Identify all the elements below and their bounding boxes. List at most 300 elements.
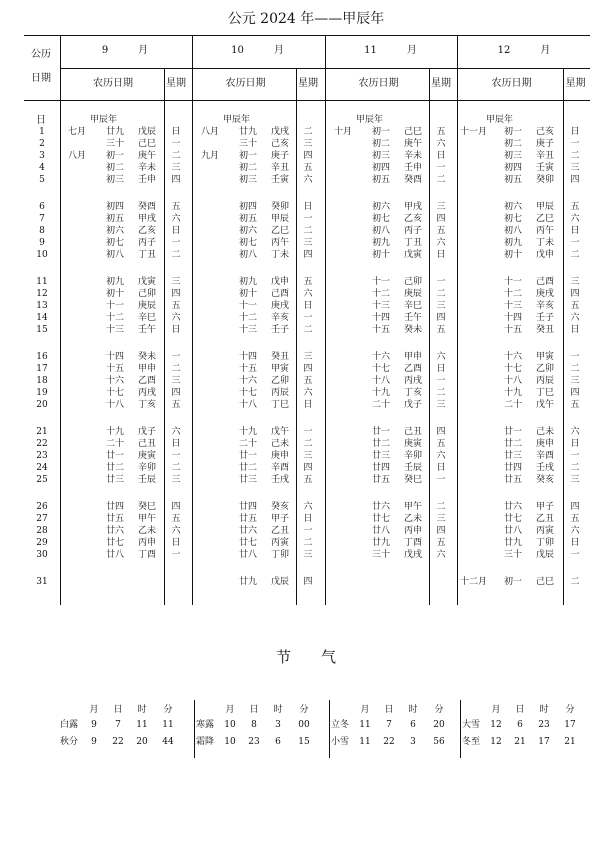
ganzhi: 辛丑 <box>271 163 290 173</box>
weekday: 五 <box>436 538 446 548</box>
lunar-day: 三十 <box>106 139 125 149</box>
weekday: 二 <box>303 325 313 335</box>
day-number: 16 <box>36 352 48 362</box>
ganzhi: 丙戌 <box>404 376 423 386</box>
ganzhi: 丁丑 <box>138 250 157 260</box>
day-number: 22 <box>36 439 48 449</box>
lunar-day: 十二 <box>239 313 258 323</box>
weekday: 三 <box>436 514 446 524</box>
lunar-day: 十三 <box>504 301 523 311</box>
lunar-day: 廿九 <box>106 127 125 137</box>
lunar-day: 初一 <box>239 151 258 161</box>
solar-col-header: 月 <box>89 705 99 715</box>
lunar-day: 初九 <box>504 238 523 248</box>
weekday: 一 <box>436 163 446 173</box>
ganzhi: 庚申 <box>536 439 555 449</box>
lunar-day: 十一 <box>239 301 258 311</box>
lunar-day: 三十 <box>239 139 258 149</box>
lunar-day: 初九 <box>239 277 258 287</box>
lunar-day: 十六 <box>106 376 125 386</box>
ganzhi: 乙亥 <box>404 214 423 224</box>
weekday: 二 <box>171 364 181 374</box>
solar-col-header: 分 <box>299 705 309 715</box>
ganzhi: 丙申 <box>404 526 423 536</box>
lunar-day: 十七 <box>239 388 258 398</box>
ganzhi: 乙丑 <box>536 514 555 524</box>
ganzhi: 己未 <box>536 427 555 437</box>
lunar-day: 廿九 <box>372 538 391 548</box>
lunar-day: 廿八 <box>504 526 523 536</box>
lunar-day: 初七 <box>239 238 258 248</box>
weekday: 三 <box>303 451 313 461</box>
month-header: 9 月 <box>101 45 149 56</box>
ganzhi: 甲寅 <box>271 364 290 374</box>
ganzhi: 戊戌 <box>271 127 290 137</box>
weekday: 三 <box>436 202 446 212</box>
lunar-day: 初三 <box>239 175 258 185</box>
rule-line <box>457 35 458 605</box>
ganzhi: 癸亥 <box>271 502 290 512</box>
ganzhi: 辛卯 <box>138 463 157 473</box>
ganzhi: 壬辰 <box>138 475 157 485</box>
weekday: 五 <box>171 202 181 212</box>
ganzhi: 庚午 <box>138 151 157 161</box>
weekday: 日 <box>303 514 313 524</box>
weekday: 四 <box>303 577 313 587</box>
ganzhi: 己丑 <box>404 427 423 437</box>
day-number: 20 <box>36 400 48 410</box>
lunar-day: 十四 <box>239 352 258 362</box>
lunar-day: 廿九 <box>239 577 258 587</box>
lunar-day: 十三 <box>372 301 391 311</box>
lunar-day: 初三 <box>504 151 523 161</box>
ganzhi: 甲辰 <box>271 214 290 224</box>
ganzhi: 丙辰 <box>536 376 555 386</box>
solar-term-hour: 20 <box>136 737 148 747</box>
month-header: 10 月 <box>231 45 284 56</box>
weekday: 六 <box>303 175 313 185</box>
weekday: 二 <box>171 151 181 161</box>
weekday: 日 <box>436 151 446 161</box>
page-title: 公元 2024 年——甲辰年 <box>227 11 385 27</box>
weekday: 日 <box>436 364 446 374</box>
lunar-day: 廿二 <box>239 463 258 473</box>
weekday: 日 <box>171 439 181 449</box>
lunar-day: 初十 <box>106 289 125 299</box>
ganzhi: 丙寅 <box>536 526 555 536</box>
ganzhi: 辛酉 <box>271 463 290 473</box>
ganzhi: 乙卯 <box>271 376 290 386</box>
solar-term-month: 10 <box>224 737 236 747</box>
weekday: 三 <box>171 163 181 173</box>
ganzhi: 癸巳 <box>404 475 423 485</box>
day-number: 23 <box>36 451 48 461</box>
ganzhi: 癸丑 <box>536 325 555 335</box>
weekday: 六 <box>303 289 313 299</box>
ganzhi: 乙酉 <box>138 376 157 386</box>
solar-col-header: 日 <box>113 705 123 715</box>
weekday: 六 <box>570 427 580 437</box>
solar-col-header: 月 <box>360 705 370 715</box>
lunar-day: 廿一 <box>504 427 523 437</box>
lunar-day: 初八 <box>372 226 391 236</box>
ganzhi: 戊辰 <box>271 577 290 587</box>
weekday: 一 <box>303 427 313 437</box>
ganzhi: 乙巳 <box>271 226 290 236</box>
lunar-day: 廿四 <box>504 463 523 473</box>
ganzhi: 丁巳 <box>536 388 555 398</box>
weekday: 日 <box>171 226 181 236</box>
solar-col-header: 月 <box>491 705 501 715</box>
weekday: 日 <box>570 538 580 548</box>
weekday: 五 <box>436 226 446 236</box>
lunar-day: 廿四 <box>372 463 391 473</box>
ganzhi: 戊辰 <box>536 550 555 560</box>
solar-term-day: 21 <box>514 737 526 747</box>
weekday: 一 <box>171 550 181 560</box>
solar-col-header: 日 <box>384 705 394 715</box>
weekday: 日 <box>171 325 181 335</box>
ganzhi: 庚辰 <box>138 301 157 311</box>
weekday: 三 <box>436 301 446 311</box>
lunar-day: 三十 <box>372 550 391 560</box>
lunar-day: 初九 <box>106 277 125 287</box>
weekday: 一 <box>171 238 181 248</box>
ganzhi: 甲戌 <box>404 202 423 212</box>
lunar-month-label: 七月 <box>68 127 87 137</box>
solar-term-minute: 11 <box>162 720 174 730</box>
lunar-day: 廿七 <box>504 514 523 524</box>
lunar-month-label: 八月 <box>68 151 87 161</box>
lunar-day: 十七 <box>372 364 391 374</box>
weekday: 三 <box>171 277 181 287</box>
weekday: 六 <box>171 526 181 536</box>
ganzhi: 己丑 <box>138 439 157 449</box>
ganzhi: 己巳 <box>404 127 423 137</box>
weekday-col-header: 星期 <box>565 78 586 89</box>
weekday: 五 <box>436 439 446 449</box>
solar-term-minute: 44 <box>162 737 174 747</box>
solar-term-hour: 23 <box>538 720 550 730</box>
weekday: 四 <box>171 502 181 512</box>
ganzhi: 壬辰 <box>404 463 423 473</box>
weekday: 一 <box>436 376 446 386</box>
month-header: 12 月 <box>497 45 551 56</box>
lunar-day: 十二 <box>106 313 125 323</box>
corner-top-label: 公历 <box>31 49 51 60</box>
weekday: 二 <box>570 577 580 587</box>
lunar-day: 十三 <box>106 325 125 335</box>
lunar-day: 廿三 <box>239 475 258 485</box>
solar-col-header: 日 <box>515 705 525 715</box>
weekday: 日 <box>570 127 580 137</box>
day-number: 15 <box>36 325 48 335</box>
weekday: 五 <box>436 325 446 335</box>
lunar-day: 廿二 <box>106 463 125 473</box>
weekday: 日 <box>171 538 181 548</box>
lunar-day: 十二 <box>372 289 391 299</box>
lunar-day: 初二 <box>504 139 523 149</box>
ganzhi: 乙未 <box>138 526 157 536</box>
solar-term-minute: 56 <box>433 737 445 747</box>
solar-term-minute: 20 <box>433 720 445 730</box>
ganzhi: 庚子 <box>271 151 290 161</box>
rule-line <box>429 68 430 605</box>
ganzhi: 辛酉 <box>536 451 555 461</box>
weekday: 三 <box>570 475 580 485</box>
ganzhi: 甲子 <box>271 514 290 524</box>
lunar-day: 二十 <box>372 400 391 410</box>
rule-line <box>460 700 461 758</box>
weekday: 四 <box>171 388 181 398</box>
weekday: 日 <box>303 202 313 212</box>
lunar-day: 十六 <box>504 352 523 362</box>
lunar-day: 十九 <box>504 388 523 398</box>
solar-col-header: 分 <box>163 705 173 715</box>
day-number: 26 <box>36 502 48 512</box>
ganzhi: 甲戌 <box>138 214 157 224</box>
ganzhi: 丙子 <box>404 226 423 236</box>
weekday: 二 <box>303 226 313 236</box>
lunar-day: 廿六 <box>372 502 391 512</box>
solar-col-header: 时 <box>273 705 283 715</box>
lunar-day: 初四 <box>239 202 258 212</box>
ganzhi: 庚辰 <box>404 289 423 299</box>
lunar-col-header: 农历日期 <box>225 78 266 89</box>
ganzhi: 壬戌 <box>271 475 290 485</box>
ganzhi: 癸巳 <box>138 502 157 512</box>
ganzhi: 丁酉 <box>138 550 157 560</box>
rule-line <box>194 700 195 758</box>
weekday-col-header: 星期 <box>431 78 451 89</box>
ganzhi: 丁卯 <box>536 538 555 548</box>
solar-col-header: 月 <box>225 705 235 715</box>
weekday: 一 <box>303 313 313 323</box>
lunar-day: 初四 <box>106 202 125 212</box>
lunar-day: 廿一 <box>106 451 125 461</box>
rule-line <box>325 35 326 605</box>
day-number: 1 <box>39 127 45 137</box>
lunar-day: 廿四 <box>239 502 258 512</box>
weekday: 六 <box>171 214 181 224</box>
weekday: 四 <box>570 502 580 512</box>
day-number: 25 <box>36 475 48 485</box>
lunar-day: 十八 <box>106 400 125 410</box>
lunar-day: 廿三 <box>372 451 391 461</box>
solar-term-hour: 6 <box>410 720 416 730</box>
lunar-day: 廿五 <box>372 475 391 485</box>
lunar-day: 廿六 <box>239 526 258 536</box>
lunar-month-label: 十二月 <box>460 577 488 587</box>
day-number: 19 <box>36 388 48 398</box>
solar-term-hour: 3 <box>275 720 281 730</box>
ganzhi: 己卯 <box>404 277 423 287</box>
weekday: 五 <box>570 514 580 524</box>
ganzhi: 癸酉 <box>138 202 157 212</box>
weekday: 五 <box>171 400 181 410</box>
ganzhi: 辛亥 <box>536 301 555 311</box>
ganzhi: 丁丑 <box>404 238 423 248</box>
solar-term-hour: 6 <box>275 737 281 747</box>
weekday: 六 <box>570 526 580 536</box>
solar-col-header: 分 <box>434 705 444 715</box>
lunar-day: 十五 <box>372 325 391 335</box>
lunar-col-header: 农历日期 <box>491 78 532 89</box>
solar-col-header: 分 <box>565 705 575 715</box>
ganzhi: 戊申 <box>271 277 290 287</box>
day-number: 7 <box>39 214 45 224</box>
rule-line <box>329 700 330 758</box>
solar-col-header: 日 <box>249 705 259 715</box>
weekday: 三 <box>570 277 580 287</box>
weekday: 五 <box>436 127 446 137</box>
ganzhi: 丁亥 <box>138 400 157 410</box>
lunar-day: 廿七 <box>372 514 391 524</box>
lunar-day: 三十 <box>504 550 523 560</box>
weekday: 四 <box>303 151 313 161</box>
solar-term-month: 9 <box>91 737 97 747</box>
weekday: 五 <box>303 163 313 173</box>
weekday: 六 <box>171 427 181 437</box>
solar-term-minute: 15 <box>298 737 310 747</box>
rule-line <box>296 68 297 605</box>
weekday: 二 <box>303 439 313 449</box>
day-number: 30 <box>36 550 48 560</box>
lunar-day: 廿四 <box>106 502 125 512</box>
weekday: 四 <box>436 427 446 437</box>
day-number: 18 <box>36 376 48 386</box>
weekday: 四 <box>436 214 446 224</box>
solar-term-name: 秋分 <box>60 737 79 747</box>
weekday: 日 <box>570 226 580 236</box>
weekday: 四 <box>171 175 181 185</box>
weekday: 六 <box>436 352 446 362</box>
lunar-day: 初十 <box>372 250 391 260</box>
day-number: 6 <box>39 202 45 212</box>
lunar-day: 初十 <box>504 250 523 260</box>
rule-line <box>60 35 61 605</box>
ganzhi: 庚戌 <box>536 289 555 299</box>
lunar-day: 十二 <box>504 289 523 299</box>
rule-line <box>24 35 590 36</box>
solar-term-month: 11 <box>359 737 371 747</box>
lunar-day: 初五 <box>239 214 258 224</box>
lunar-day: 初三 <box>372 151 391 161</box>
lunar-day: 初七 <box>106 238 125 248</box>
ganzhi: 丙辰 <box>271 388 290 398</box>
weekday: 三 <box>570 163 580 173</box>
solar-term-minute: 00 <box>298 720 310 730</box>
weekday: 二 <box>570 364 580 374</box>
weekday: 二 <box>171 463 181 473</box>
ganzhi: 壬申 <box>138 175 157 185</box>
weekday: 二 <box>570 151 580 161</box>
weekday: 六 <box>171 313 181 323</box>
weekday: 六 <box>303 502 313 512</box>
ganzhi: 壬申 <box>404 163 423 173</box>
day-number: 27 <box>36 514 48 524</box>
lunar-day: 二十 <box>106 439 125 449</box>
lunar-day: 初二 <box>106 163 125 173</box>
ganzhi: 壬午 <box>404 313 423 323</box>
solar-term-name: 大雪 <box>462 720 481 730</box>
ganzhi: 丙寅 <box>271 538 290 548</box>
solar-term-day: 22 <box>112 737 124 747</box>
weekday: 四 <box>436 313 446 323</box>
weekday: 六 <box>436 139 446 149</box>
lunar-day: 初六 <box>239 226 258 236</box>
weekday: 一 <box>570 139 580 149</box>
ganzhi: 癸卯 <box>271 202 290 212</box>
lunar-day: 廿七 <box>239 538 258 548</box>
lunar-day: 初六 <box>106 226 125 236</box>
weekday: 五 <box>570 400 580 410</box>
lunar-col-header: 农历日期 <box>93 78 133 89</box>
solar-term-day: 7 <box>115 720 121 730</box>
weekday: 日 <box>303 400 313 410</box>
day-number: 14 <box>36 313 48 323</box>
day-number: 12 <box>36 289 48 299</box>
solar-term-name: 立冬 <box>331 720 350 730</box>
ganzhi: 庚寅 <box>138 451 157 461</box>
lunar-day: 十六 <box>372 352 391 362</box>
lunar-day: 十九 <box>239 427 258 437</box>
weekday: 一 <box>570 451 580 461</box>
lunar-day: 廿七 <box>106 538 125 548</box>
ganzhi: 癸卯 <box>536 175 555 185</box>
ganzhi: 甲午 <box>404 502 423 512</box>
weekday: 日 <box>303 301 313 311</box>
lunar-day: 十一 <box>106 301 125 311</box>
weekday: 四 <box>303 463 313 473</box>
ganzhi: 丁亥 <box>404 388 423 398</box>
lunar-day: 初五 <box>106 214 125 224</box>
weekday: 二 <box>436 175 446 185</box>
lunar-day: 十五 <box>106 364 125 374</box>
ganzhi: 癸亥 <box>536 475 555 485</box>
lunar-day: 初六 <box>504 202 523 212</box>
solar-col-header: 时 <box>539 705 549 715</box>
ganzhi: 己巳 <box>536 577 555 587</box>
ganzhi: 乙未 <box>404 514 423 524</box>
weekday: 四 <box>570 388 580 398</box>
weekday: 六 <box>303 388 313 398</box>
solar-term-month: 12 <box>490 737 502 747</box>
solar-term-day: 22 <box>383 737 395 747</box>
ganzhi: 己亥 <box>271 139 290 149</box>
weekday: 一 <box>570 352 580 362</box>
ganzhi: 辛丑 <box>536 151 555 161</box>
lunar-day: 十七 <box>106 388 125 398</box>
ganzhi: 己未 <box>271 439 290 449</box>
weekday: 二 <box>303 538 313 548</box>
day-number: 10 <box>36 250 48 260</box>
weekday: 五 <box>171 514 181 524</box>
lunar-day: 十四 <box>106 352 125 362</box>
day-number: 28 <box>36 526 48 536</box>
ganzhi: 甲寅 <box>536 352 555 362</box>
solar-term-name: 寒露 <box>196 720 215 730</box>
lunar-day: 廿六 <box>504 502 523 512</box>
lunar-day: 初八 <box>106 250 125 260</box>
lunar-day: 初二 <box>372 139 391 149</box>
solar-term-name: 小雪 <box>331 737 350 747</box>
lunar-day: 十八 <box>372 376 391 386</box>
ganzhi: 壬子 <box>271 325 290 335</box>
weekday: 三 <box>570 376 580 386</box>
weekday: 六 <box>436 550 446 560</box>
lunar-day: 廿八 <box>239 550 258 560</box>
